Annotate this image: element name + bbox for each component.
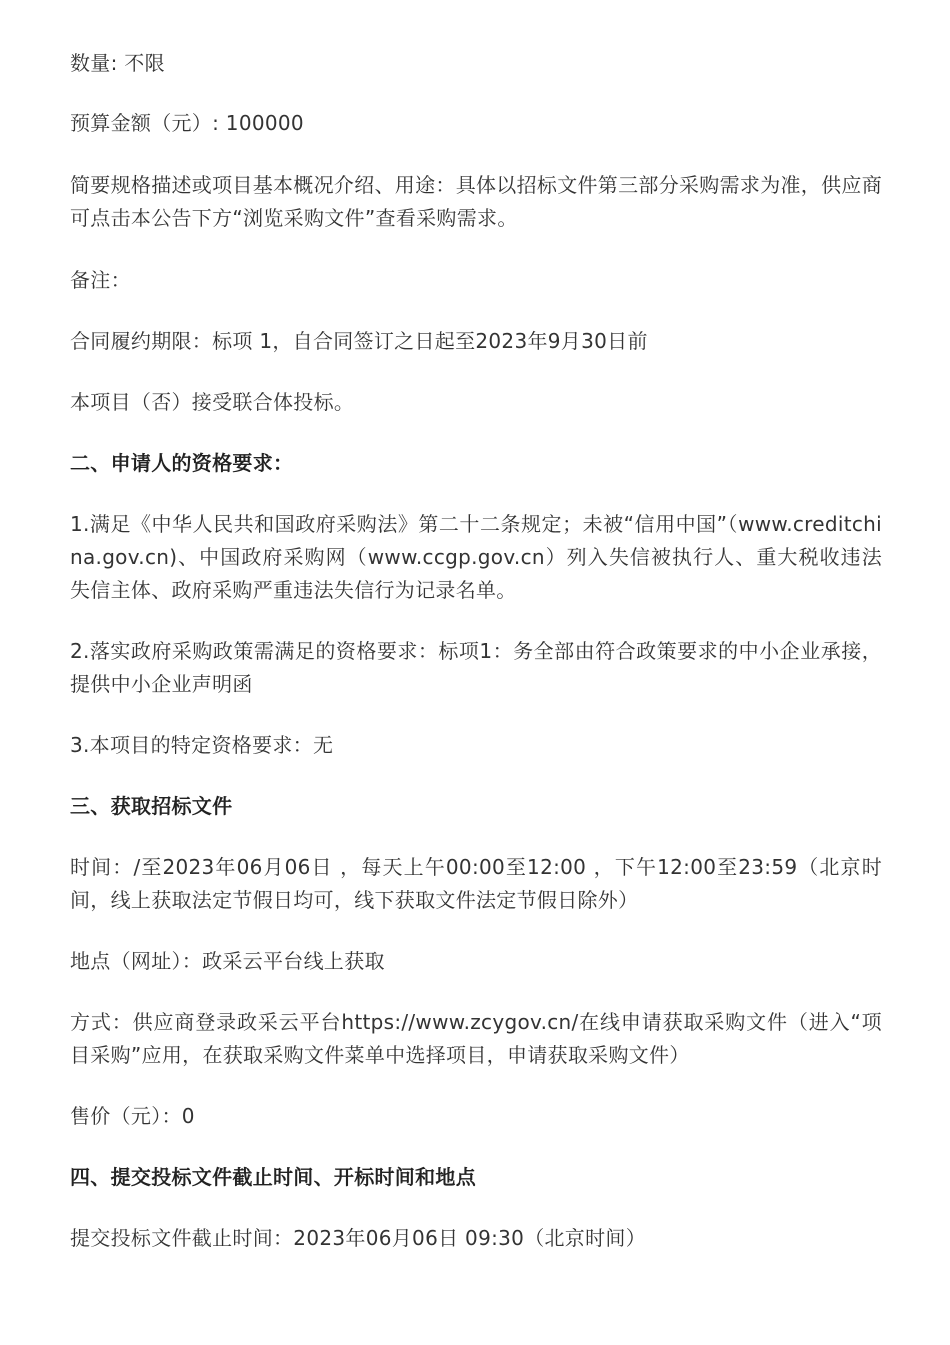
requirement-1: 1.满足《中华人民共和国政府采购法》第二十二条规定；未被“信用中国”（www.creditchina.gov.cn)、中国政府采购网（www.ccgp.gov.cn）列入失信被执行人、重大税收违法失信主体、政府采购严重违法失信行为记录名单。 xyxy=(70,512,882,602)
price-line: 售价（元）：0 xyxy=(70,1104,195,1128)
budget-line: 预算金额（元）: 100000 xyxy=(70,111,304,135)
acquisition-location: 地点（网址）：政采云平台线上获取 xyxy=(70,949,385,973)
acquisition-time: 时间：/至2023年06月06日 ，每天上午00:00至12:00 ，下午12:00至23:59（北京时间，线上获取法定节假日均可，线下获取文件法定节假日除外） xyxy=(70,855,882,912)
submission-deadline: 提交投标文件截止时间：2023年06月06日 09:30（北京时间） xyxy=(70,1226,646,1250)
section-2-heading: 二、申请人的资格要求： xyxy=(70,451,294,475)
requirement-3: 3.本项目的特定资格要求：无 xyxy=(70,733,334,757)
acquisition-method: 方式：供应商登录政采云平台https://www.zcygov.cn/在线申请获取采购文件（进入“项目采购”应用，在获取采购文件菜单中选择项目，申请获取采购文件） xyxy=(70,1010,882,1067)
section-3-heading: 三、获取招标文件 xyxy=(70,794,233,818)
contract-period-line: 合同履约期限：标项 1，自合同签订之日起至2023年9月30日前 xyxy=(70,329,648,353)
requirement-2: 2.落实政府采购政策需满足的资格要求：标项1：务全部由符合政策要求的中小企业承接，提供中小企业声明函 xyxy=(70,639,882,696)
quantity-line: 数量: 不限 xyxy=(70,51,165,75)
remark-line: 备注： xyxy=(70,268,131,292)
consortium-line: 本项目（否）接受联合体投标。 xyxy=(70,390,355,414)
section-4-heading: 四、提交投标文件截止时间、开标时间和地点 xyxy=(70,1165,476,1189)
spec-description: 简要规格描述或项目基本概况介绍、用途：具体以招标文件第三部分采购需求为准，供应商可点击本公告下方“浏览采购文件”查看采购需求。 xyxy=(70,173,882,230)
